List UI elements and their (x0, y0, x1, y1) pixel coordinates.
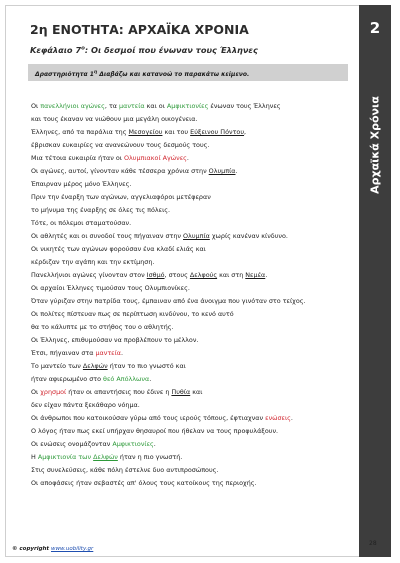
text-line: Έτσι, πήγαιναν στα μαντεία. (31, 349, 124, 357)
text-line: το μήνυμα της έναρξης σε όλες τις πόλεις. (31, 206, 171, 214)
text-line: Ο λόγος ήταν πως εκεί υπήρχαν θησαυροί που ήθελαν να τους προφυλάξουν. (31, 427, 279, 435)
page-number: 28 (369, 540, 377, 547)
website-link[interactable]: www.uobility.gr (50, 546, 94, 552)
text-line: Τότε, οι πόλεμοι σταματούσαν. (31, 219, 132, 227)
text-line: ήταν αφιερωμένο στο θεό Απόλλωνα. (31, 375, 152, 383)
text-line: δεν είχαν πάντα ξεκάθαρο νόημα. (31, 401, 140, 409)
reading-text (31, 100, 356, 490)
text-line: Οι αποφάσεις ήταν σεβαστές απ' όλους τους κατοίκους της περιοχής. (31, 479, 257, 487)
unit-title: 2η ΕΝΟΤΗΤΑ: ΑΡΧΑΪΚΑ ΧΡΟΝΙΑ (30, 22, 249, 37)
text-line: Οι πανελλήνιοι αγώνες, τα μαντεία και οι Αμφικτιονίες ένωναν τους Έλληνες (31, 102, 281, 110)
text-line: Οι Έλληνες, επιθυμούσαν να προβλέπουν το μέλλον. (31, 336, 199, 344)
copyright-notice: © copyright www.uobility.gr (12, 546, 94, 552)
text-line: Οι χρησμοί ήταν οι απαντήσεις που έδινε η Πυθία και (31, 388, 203, 396)
text-line: Οι αρχαίοι Έλληνες τιμούσαν τους Ολυμπιονίκες. (31, 284, 190, 292)
text-line: Οι αγώνες, αυτοί, γίνονταν κάθε τέσσερα χρόνια στην Ολυμπία. (31, 167, 238, 175)
unit-number: 2 (369, 19, 381, 37)
text-line: Έλληνες, από τα παράλια της Μεσογείου και του Εύξεινου Πόντου, (31, 128, 247, 136)
text-line: θα το κάλυπτε με το στήθος του ο αθλητής. (31, 323, 174, 331)
text-line: Η Αμφικτιονία των Δελφών ήταν η πιο γνωστή. (31, 453, 183, 461)
text-line: Οι ενώσεις ονομάζονταν Αμφικτιονίες. (31, 440, 156, 448)
text-line: Έπαιρναν μέρος μόνο Έλληνες. (31, 180, 132, 188)
text-line: κέρδιζαν την αγάπη και την εκτίμηση. (31, 258, 155, 266)
text-line: και τους έκαναν να νιώθουν μια μεγάλη οικογένεια. (31, 115, 198, 123)
text-line: Οι πολίτες πίστευαν πως σε περίπτωση κινδύνου, το κενό αυτό (31, 310, 234, 318)
text-line: Όταν γύριζαν στην πατρίδα τους, έμπαιναν από ένα άνοιγμα που γινόταν στο τείχος. (31, 297, 306, 305)
text-line: Οι άνθρωποι που κατοικούσαν γύρω από τους ιερούς τόπους, έφτιαχναν ενώσεις. (31, 414, 293, 422)
text-line: Πανελλήνιοι αγώνες γίνονταν στον Ισθμό, στους Δελφούς και στη Νεμέα. (31, 271, 268, 279)
chapter-title: Κεφάλαιο $7^o$: Οι δεσμοί που ένωναν τους Έλληνες (30, 45, 258, 55)
text-line: Στις συνελεύσεις, κάθε πόλη έστελνε δυο αντιπροσώπους. (31, 466, 219, 474)
text-line: Πριν την έναρξη των αγώνων, αγγελιαφόροι μετέφεραν (31, 193, 211, 201)
text-line: Μια τέτοια ευκαιρία ήταν οι Ολυμπιακοί Αγώνες. (31, 154, 189, 162)
text-line: έβρισκαν ευκαιρίες να ανανεώνουν τους δεσμούς τους. (31, 141, 210, 149)
activity-instruction: Δραστηριότητα $1^\eta$ Διαβάζω και κατανοώ το παρακάτω κείμενο. (28, 64, 348, 81)
side-tab-title: Αρχαϊκά Χρόνια (368, 96, 382, 194)
text-line: Το μαντείο των Δελφών ήταν το πιο γνωστό και (31, 362, 186, 370)
side-tab (359, 5, 391, 557)
text-line: Οι νικητές των αγώνων φορούσαν ένα κλαδί ελιάς και (31, 245, 206, 253)
text-line: Οι αθλητές και οι συνοδοί τους πήγαιναν στην Ολυμπία χωρίς κανέναν κίνδυνο. (31, 232, 288, 240)
